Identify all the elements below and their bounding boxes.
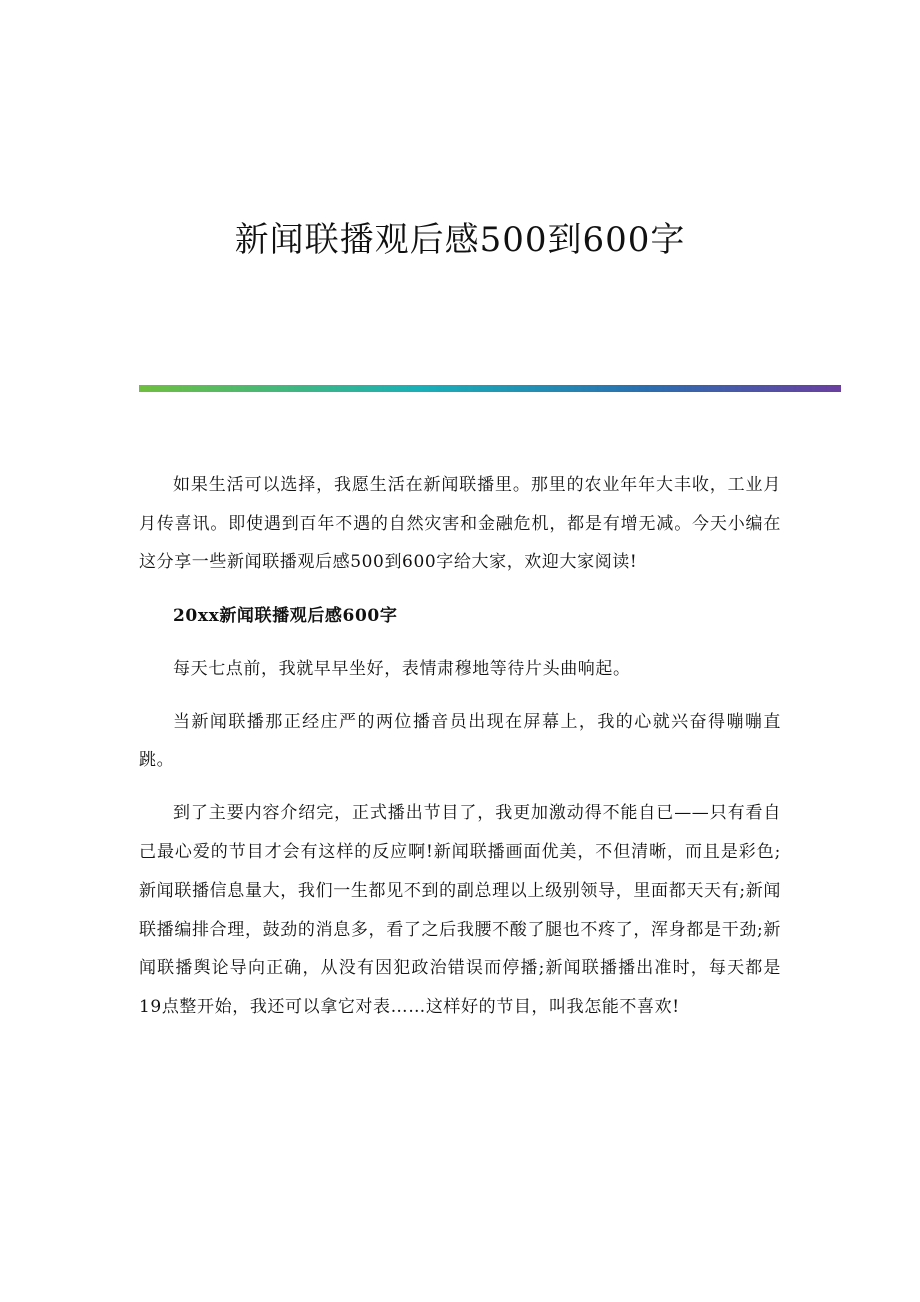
article-body <box>139 466 781 1027</box>
document-title: 新闻联播观后感500到600字 <box>234 220 686 260</box>
section-heading: 20xx新闻联播观后感600字 <box>173 605 398 626</box>
intro-paragraph: 如果生活可以选择，我愿生活在新闻联播里。那里的农业年年大丰收，工业月月传喜讯。即使遇到百年不遇的自然灾害和金融危机，都是有增无减。今天小编在这分享一些新闻联播观后感500到600字给大家，欢迎大家阅读! <box>139 475 781 573</box>
body-paragraph: 当新闻联播那正经庄严的两位播音员出现在屏幕上，我的心就兴奋得嘣嘣直跳。 <box>139 711 781 771</box>
title-divider <box>139 385 841 392</box>
body-paragraph: 每天七点前，我就早早坐好，表情肃穆地等待片头曲响起。 <box>173 658 631 679</box>
body-paragraph: 到了主要内容介绍完，正式播出节目了，我更加激动得不能自已——只有看自己最心爱的节目才会有这样的反应啊!新闻联播画面优美，不但清晰，而且是彩色;新闻联播信息量大，我们一生都见不到的副总理以上级别领导，里面都天天有;新闻联播编排合理，鼓劲的消息多，看了之后我腰不酸了腿也不疼了，浑身都是干劲;新闻联播舆论导向正确，从没有因犯政治错误而停播;新闻联播播出准时，每天都是19点整开始，我还可以拿它对表……这样好的节目，叫我怎能不喜欢! <box>139 803 781 1017</box>
